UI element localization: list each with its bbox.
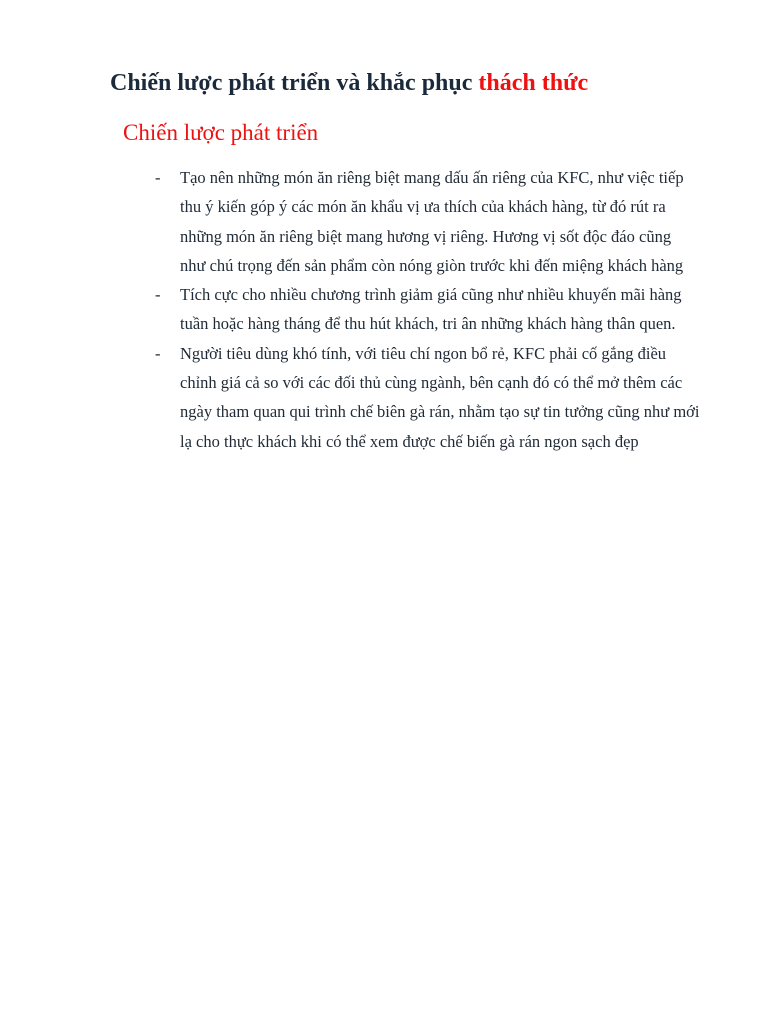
bullet-marker: - <box>155 285 161 305</box>
bullet-marker: - <box>155 343 161 363</box>
list-item-text: Tạo nên những món ăn riêng biệt mang dấu ấn riêng của KFC, như việc tiếp thu ý kiến góp ý các món ăn khẩu vị ưa thích của khách hàng, từ đó rút ra những món ăn riêng biệt mang hương vị riêng. Hương vị sốt độc đáo cũng như chú trọng đến sản phẩm còn nóng giòn trước khi đến miệng khách hàng <box>180 168 684 275</box>
document-title-main: Chiến lược phát triển và khắc phục <box>110 70 479 96</box>
document-title <box>110 66 588 100</box>
bullet-marker: - <box>155 168 161 187</box>
list-item <box>155 163 700 280</box>
list-item-text: Tích cực cho nhiều chương trình giảm giá cũng như nhiều khuyến mãi hàng tuần hoặc hàng tháng để thu hút khách, tri ân những khách hàng thân quen. <box>180 285 682 334</box>
list-item-text: Người tiêu dùng khó tính, với tiêu chí ngon bổ rẻ, KFC phải cố gắng điều chỉnh giá cả so với các đối thủ cùng ngành, bên cạnh đó có thể mở thêm các ngày tham quan qui trình chế biên gà rán, nhằm tạo sự tin tưởng cũng như mới lạ cho thực khách khi có thể xem được chế biến gà rán ngon sạch đẹp <box>180 343 700 451</box>
list-item <box>155 339 700 456</box>
bullet-list <box>155 163 700 456</box>
section-heading: Chiến lược phát triển <box>123 120 319 145</box>
list-item <box>155 280 700 339</box>
document-title-highlight: thách thức <box>478 70 589 96</box>
